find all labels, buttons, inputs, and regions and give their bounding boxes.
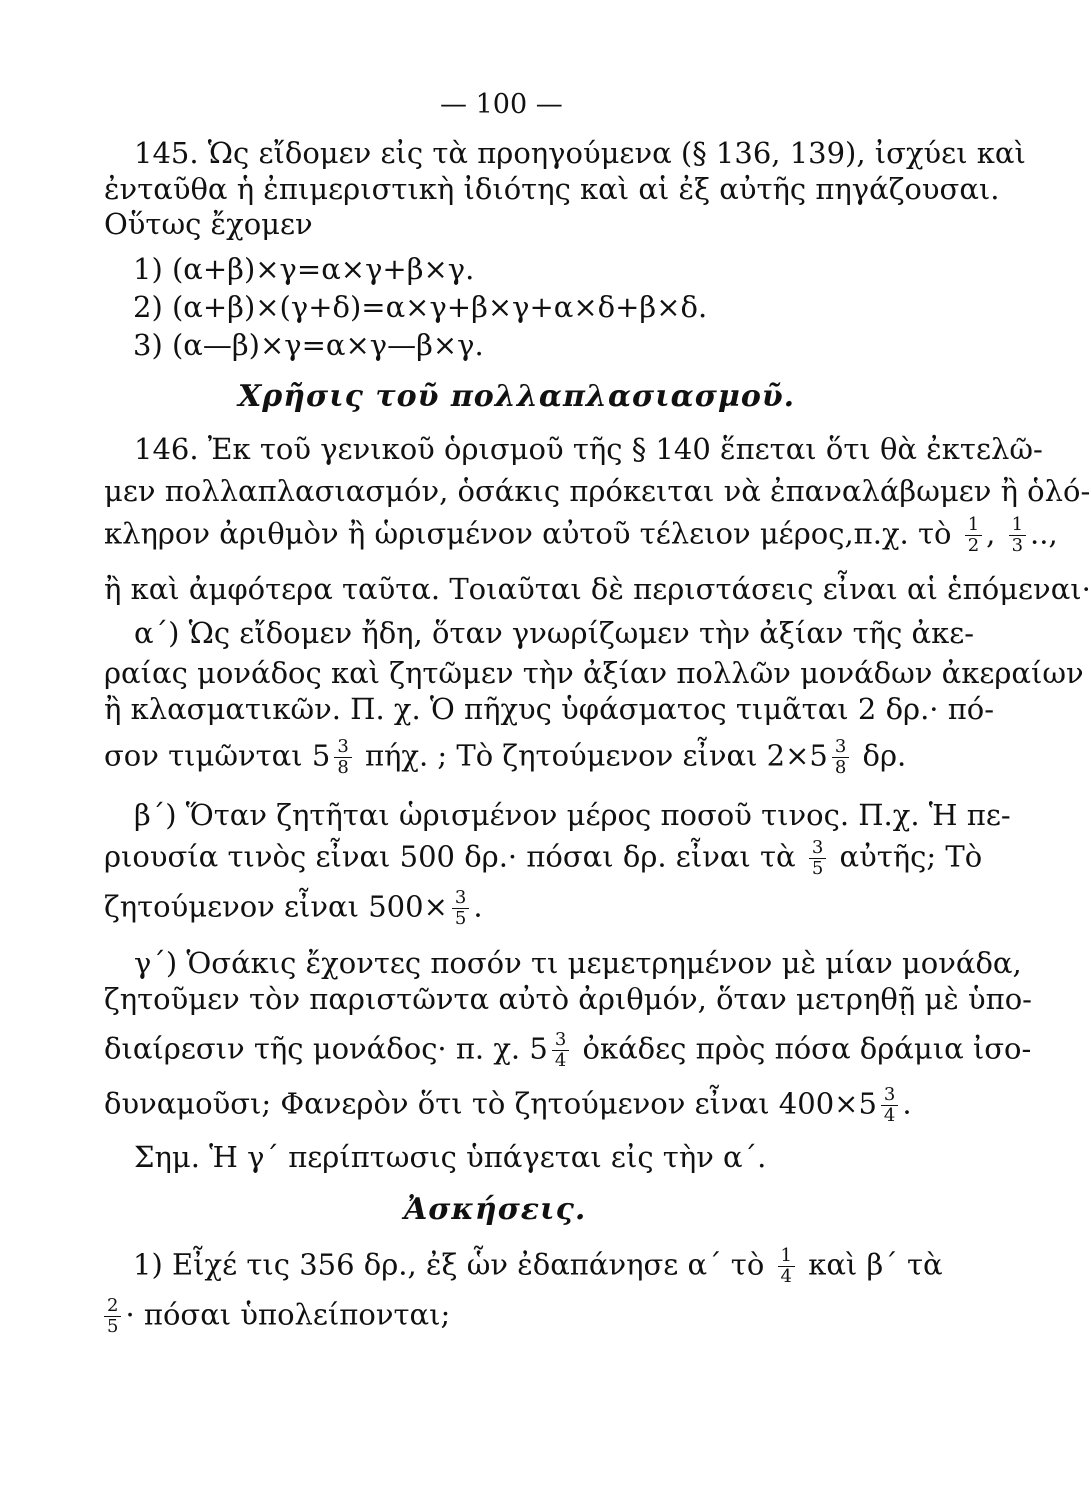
note: Σημ. Ἡ γ΄ περίπτωσις ὑπάγεται εἰς τὴν α΄. (134, 1140, 767, 1174)
fraction-numerator: 3 (809, 838, 826, 859)
case-c-line3 (104, 1030, 1031, 1071)
fraction-numerator: 2 (104, 1296, 121, 1317)
case-c-line3-text-a: διαίρεσιν τῆς μονάδος· π. χ. 5 (104, 1031, 548, 1066)
s145-line1: 145. Ὡς εἴδομεν εἰς τὰ προηγούμενα (§ 136, 139), ἰσχύει καὶ (134, 136, 1026, 170)
exercise-1-text-b: καὶ β΄ τὰ (808, 1247, 943, 1282)
case-b-line1: β΄) Ὅταν ζητῆται ὡρισμένον μέρος ποσοῦ τινος. Π.χ. Ἡ πε- (134, 798, 1011, 832)
case-b-line2-text-a: ριουσία τινὸς εἶναι 500 δρ.· πόσαι δρ. εἶναι τὰ (104, 839, 796, 874)
exercise-1-line1 (133, 1246, 943, 1287)
s146-line3-text: κληρον ἀριθμὸν ἢ ὡρισμένον αὐτοῦ τέλειον μέρος,π.χ. τὸ (104, 516, 952, 551)
fraction-one-third (1009, 515, 1026, 556)
case-c-line4-text-a: δυναμοῦσι; Φανερὸν ὅτι τὸ ζητούμενον εἶναι 400×5 (104, 1086, 877, 1121)
fraction-denominator: 8 (337, 757, 349, 778)
fraction-three-eighths (334, 737, 351, 778)
s146-line1: 146. Ἐκ τοῦ γενικοῦ ὁρισμοῦ τῆς § 140 ἕπεται ὅτι θὰ ἐκτελῶ- (134, 432, 1043, 466)
formula-2: 2) (α+β)×(γ+δ)=α×γ+β×γ+α×δ+β×δ. (133, 290, 708, 324)
fraction-one-quarter (778, 1246, 795, 1287)
fraction-three-quarters (552, 1030, 569, 1071)
fraction-one-half (965, 515, 982, 556)
fraction-three-quarters (881, 1085, 898, 1126)
formula-3: 3) (α—β)×γ=α×γ—β×γ. (133, 328, 484, 362)
case-a-line2: ραίας μονάδος καὶ ζητῶμεν τὴν ἀξίαν πολλῶν μονάδων ἀκεραίων (104, 656, 1084, 690)
case-b-line3-text-b: . (473, 889, 483, 924)
s146-line3-end: .., (1030, 516, 1058, 551)
formula-1: 1) (α+β)×γ=α×γ+β×γ. (133, 252, 475, 286)
fraction-denominator: 4 (554, 1050, 567, 1071)
s145-line2: ἐνταῦθα ἡ ἐπιμεριστικὴ ἰδιότης καὶ αἱ ἐξ αὐτῆς πηγάζουσαι. (104, 172, 1000, 206)
case-c-line4-text-b: . (902, 1086, 912, 1121)
fraction-numerator: 3 (452, 888, 469, 909)
fraction-denominator: 3 (1011, 535, 1024, 556)
s146-line4: ἢ καὶ ἀμφότερα ταῦτα. Τοιαῦται δὲ περιστάσεις εἶναι αἱ ἑπόμεναι· (104, 572, 1091, 606)
s146-line2: μεν πολλαπλασιασμόν, ὁσάκις πρόκειται νὰ ἐπαναλάβωμεν ἢ ὁλό- (104, 474, 1091, 508)
s146-line3-sep: , (986, 516, 996, 551)
section-heading-use: Χρῆσις τοῦ πολλαπλασιασμοῦ. (238, 379, 796, 414)
fraction-denominator: 5 (107, 1316, 119, 1337)
fraction-numerator: 3 (552, 1030, 569, 1051)
fraction-three-fifths (809, 838, 826, 879)
case-a-line4-text-c: δρ. (862, 738, 907, 773)
fraction-denominator: 4 (883, 1105, 896, 1126)
fraction-three-eighths (832, 737, 849, 778)
fraction-numerator: 1 (965, 515, 982, 536)
s145-line3: Οὕτως ἔχομεν (104, 207, 313, 241)
section-heading-exercises: Ἀσκήσεις. (404, 1192, 587, 1227)
exercise-1-line2 (100, 1296, 450, 1337)
case-a-line1: α΄) Ὡς εἴδομεν ἤδη, ὅταν γνωρίζωμεν τὴν ἀξίαν τῆς ἀκε- (134, 616, 975, 650)
case-c-line1: γ΄) Ὁσάκις ἔχοντες ποσόν τι μεμετρημένον μὲ μίαν μονάδα, (134, 946, 1022, 980)
case-a-line4 (104, 737, 906, 778)
case-c-line3-text-b: ὀκάδες πρὸς πόσα δράμια ἰσο- (582, 1031, 1032, 1066)
fraction-two-fifths (104, 1296, 121, 1337)
fraction-numerator: 3 (881, 1085, 898, 1106)
fraction-numerator: 3 (334, 737, 351, 758)
case-a-line3: ἢ κλασματικῶν. Π. χ. Ὁ πῆχυς ὑφάσματος τιμᾶται 2 δρ.· πό- (104, 692, 995, 726)
fraction-denominator: 4 (780, 1266, 792, 1287)
case-b-line3 (104, 888, 483, 929)
fraction-denominator: 8 (834, 757, 847, 778)
fraction-denominator: 2 (967, 535, 980, 556)
exercise-1-text-c: · πόσαι ὑπολείπονται; (125, 1297, 451, 1332)
fraction-numerator: 3 (832, 737, 849, 758)
fraction-three-fifths (452, 888, 469, 929)
fraction-denominator: 5 (811, 858, 824, 879)
case-b-line2 (104, 838, 982, 879)
case-b-line2-text-b: αὐτῆς; Τὸ (839, 839, 983, 874)
fraction-denominator: 5 (454, 908, 467, 929)
page-number: — 100 — (440, 89, 563, 120)
case-c-line2: ζητοῦμεν τὸν παριστῶντα αὐτὸ ἀριθμόν, ὅταν μετρηθῇ μὲ ὑπο- (104, 982, 1032, 1016)
case-a-line4-text-b: πήχ. ; Τὸ ζητούμενον εἶναι 2×5 (364, 738, 828, 773)
fraction-numerator: 1 (1009, 515, 1026, 536)
case-a-line4-text-a: σον τιμῶνται 5 (104, 738, 331, 773)
s146-line3 (104, 515, 1058, 556)
case-b-line3-text-a: ζητούμενον εἶναι 500× (104, 889, 448, 924)
fraction-numerator: 1 (778, 1246, 795, 1267)
exercise-1-text-a: 1) Εἶχέ τις 356 δρ., ἐξ ὧν ἐδαπάνησε α΄ τὸ (133, 1247, 765, 1282)
case-c-line4 (104, 1085, 912, 1126)
